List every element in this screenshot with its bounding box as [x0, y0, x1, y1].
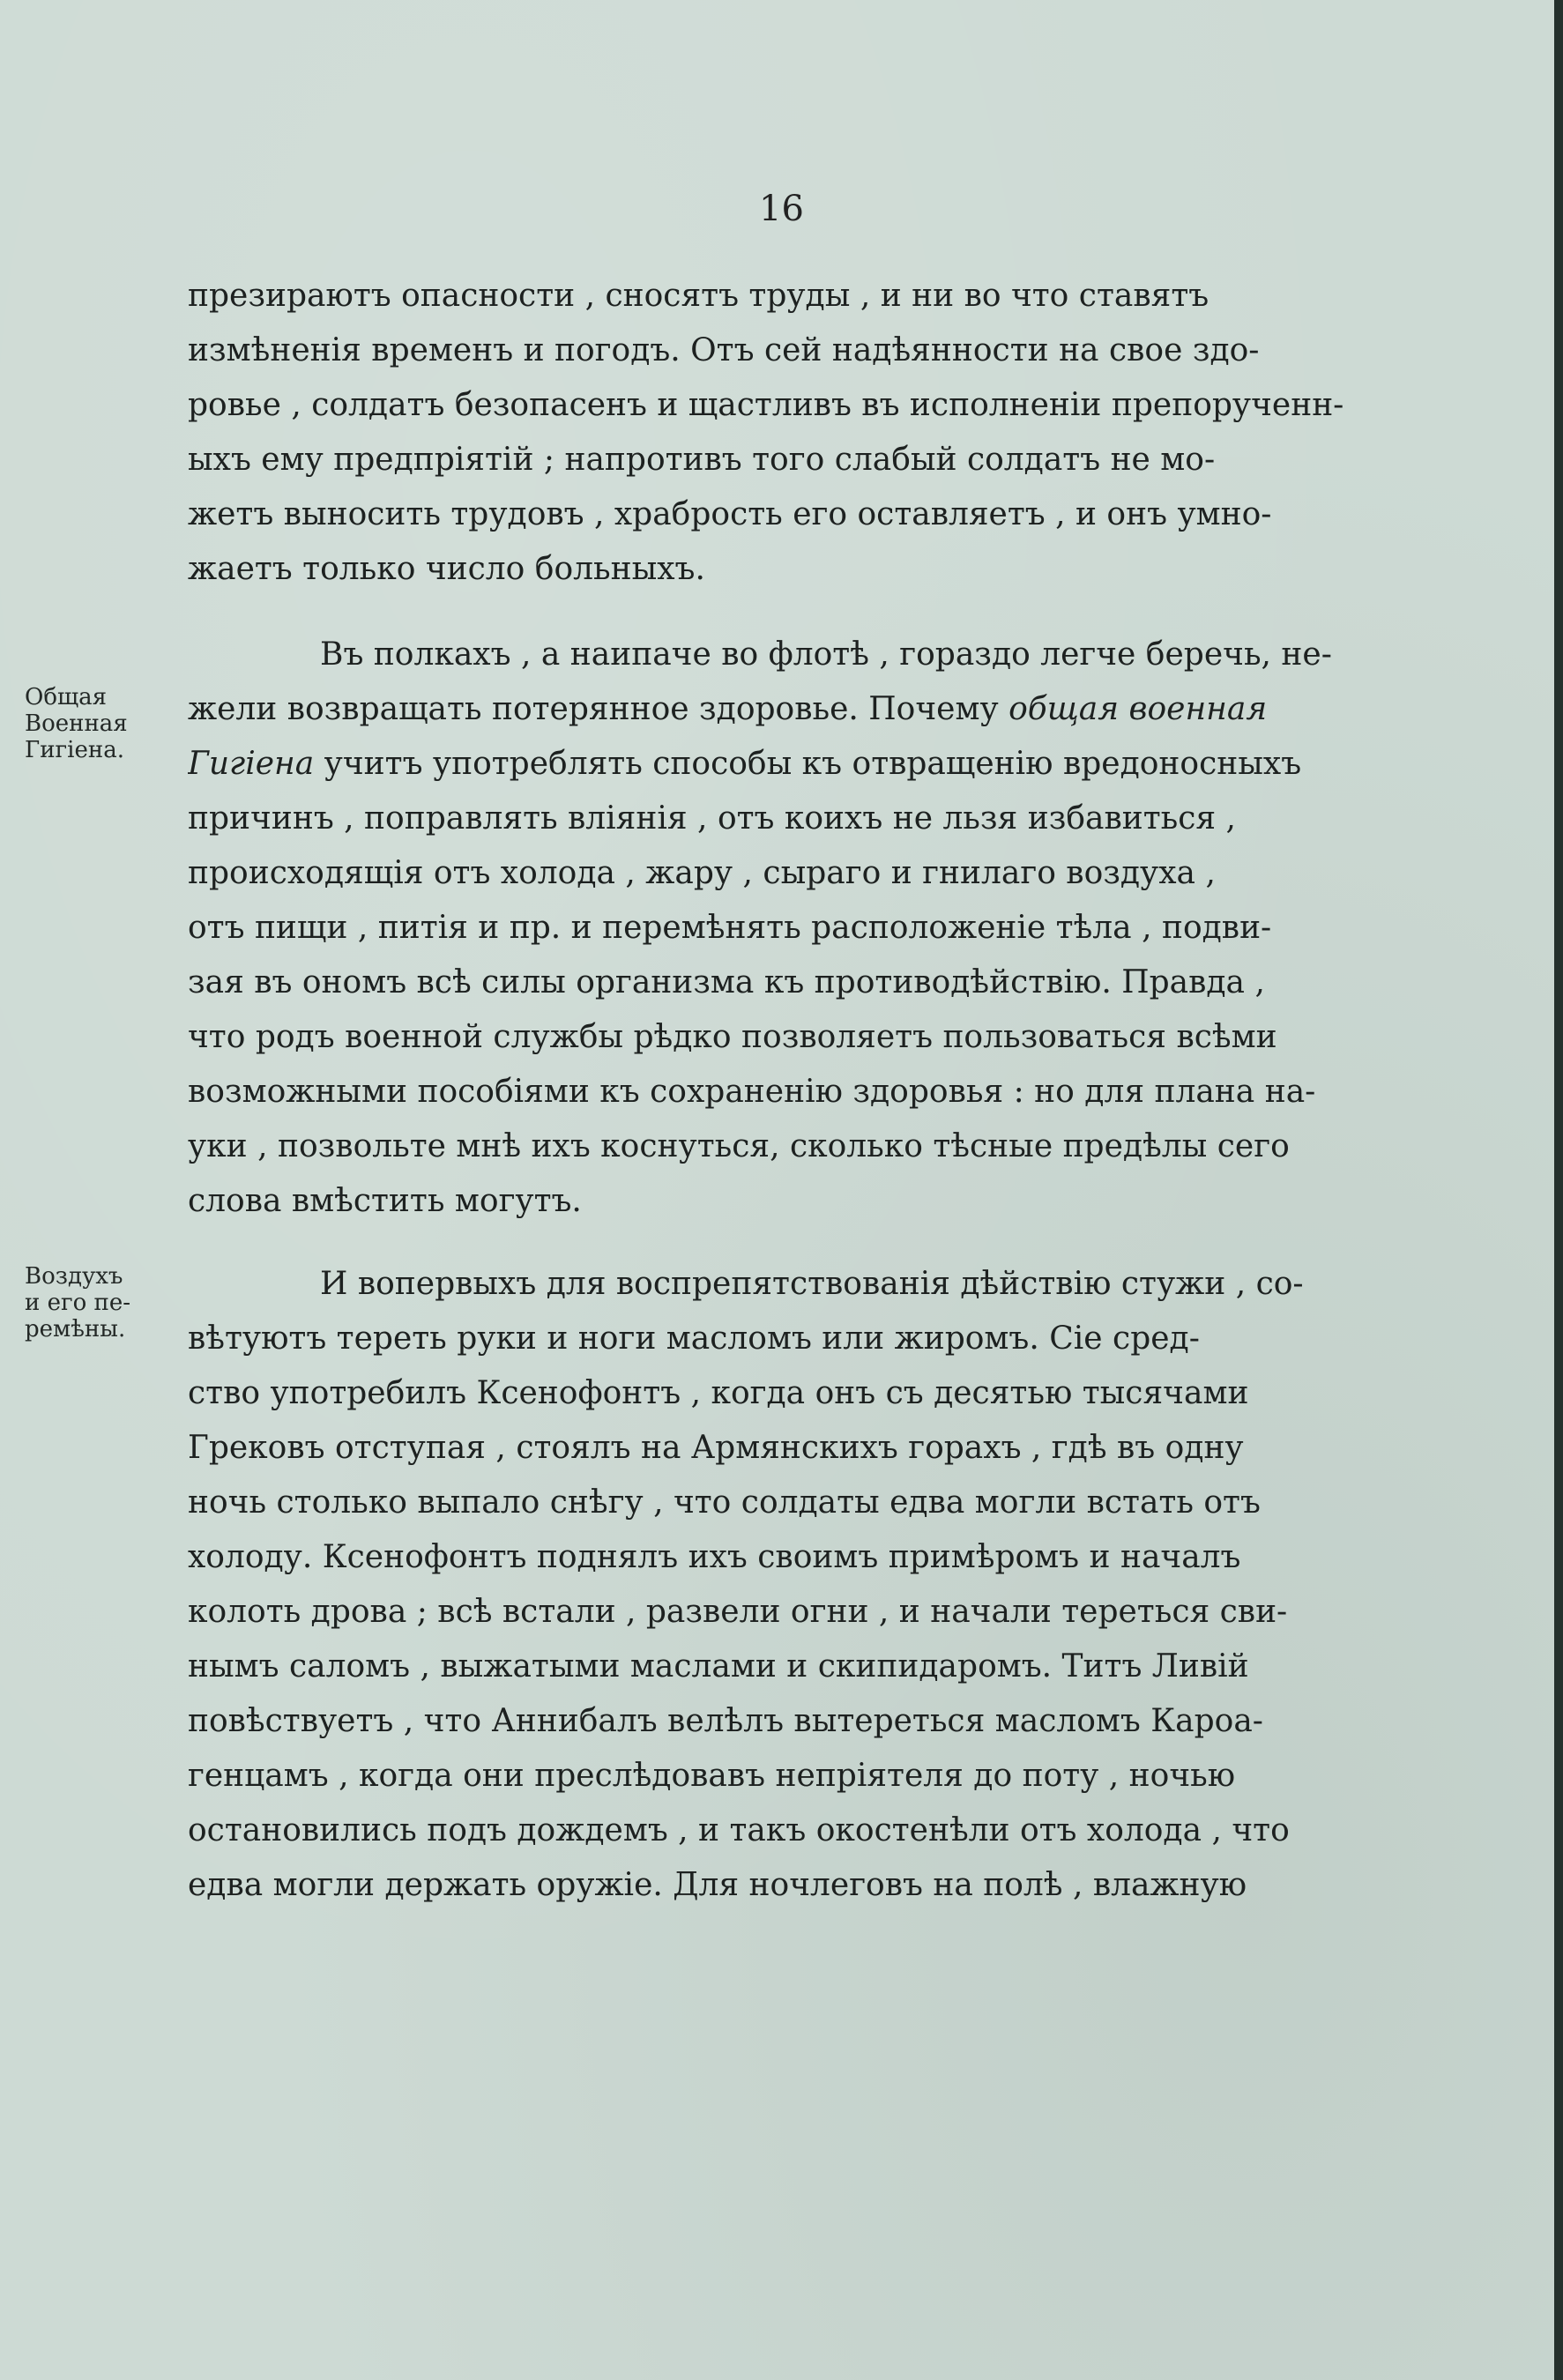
margin-note-line: ремѣны.	[25, 1316, 126, 1342]
text-line: нымъ саломъ , выжатыми маслами и скипидаромъ. Титъ Ливій	[188, 1648, 1249, 1685]
text-line: что родъ военной службы рѣдко позволяетъ пользоваться всѣми	[188, 1019, 1277, 1055]
emphasized-term: общая военная	[1009, 691, 1268, 727]
text-line: холоду. Ксенофонтъ поднялъ ихъ своимъ примѣромъ и началъ	[188, 1539, 1241, 1575]
margin-note-line: и его пе-	[25, 1290, 131, 1316]
margin-note-line: Гигіена.	[25, 737, 124, 763]
paragraph-2	[188, 628, 1510, 1229]
text-line: едва могли держать оружіе. Для ночлеговъ на полѣ , влажную	[188, 1867, 1247, 1903]
paragraph-1	[188, 269, 1510, 597]
text-line	[188, 737, 1510, 792]
emphasized-term: Гигіена	[188, 746, 315, 782]
text-line: вѣтуютъ тереть руки и ноги масломъ или жиромъ. Сіе сред-	[188, 1320, 1200, 1357]
text-span: жели возвращать потерянное здоровье. Почему	[188, 691, 999, 727]
paragraph-3	[188, 1257, 1510, 1913]
margin-note-general-hygiene	[25, 684, 175, 763]
text-line: измѣненія временъ и погодъ. Отъ сей надѣянности на свое здо-	[188, 332, 1260, 368]
text-span: учитъ употреблять способы къ отвращенію вредоносныхъ	[324, 746, 1302, 782]
text-line: слова вмѣстить могутъ.	[188, 1183, 582, 1219]
text-line: уки , позвольте мнѣ ихъ коснуться, сколько тѣсные предѣлы сего	[188, 1128, 1290, 1164]
margin-note-line: Общая	[25, 684, 108, 710]
text-line: И вопервыхъ для воспрепятствованія дѣйствію стужи , со-	[320, 1266, 1304, 1302]
margin-note-air-changes	[25, 1263, 175, 1342]
text-line: возможными пособіями къ сохраненію здоровья : но для плана на-	[188, 1074, 1316, 1110]
text-line: колоть дрова ; всѣ встали , развели огни , и начали тереться сви-	[188, 1594, 1288, 1630]
text-line: повѣствуетъ , что Аннибалъ велѣлъ вытереться масломъ Кароа-	[188, 1703, 1263, 1739]
text-line: зая въ ономъ всѣ силы организма къ противодѣйствію. Правда ,	[188, 964, 1265, 1000]
text-line: презираютъ опасности , сносятъ труды , и ни во что ставятъ	[188, 278, 1209, 314]
text-line: остановились подъ дождемъ , и такъ окостенѣли отъ холода , что	[188, 1812, 1290, 1848]
text-line: отъ пищи , питія и пр. и перемѣнять расположеніе тѣла , подви-	[188, 910, 1272, 946]
text-line: происходящія отъ холода , жару , сыраго и гнилаго воздуха ,	[188, 855, 1216, 891]
text-line: Грековъ отступая , стоялъ на Армянскихъ горахъ , гдѣ въ одну	[188, 1430, 1244, 1466]
text-line	[188, 682, 1510, 737]
text-line: причинъ , поправлять вліянія , отъ коихъ не льзя избавиться ,	[188, 800, 1237, 837]
margin-note-line: Военная	[25, 710, 128, 737]
margin-note-line: Воздухъ	[25, 1263, 123, 1290]
text-line: ночь столько выпало снѣгу , что солдаты едва могли встать отъ	[188, 1484, 1261, 1521]
text-line: ыхъ ему предпріятій ; напротивъ того слабый солдатъ не мо-	[188, 442, 1216, 478]
page-number: 16	[759, 189, 804, 229]
text-line: Въ полкахъ , а наипаче во флотѣ , гораздо легче беречь, не-	[320, 636, 1332, 673]
text-line: жетъ выносить трудовъ , храбрость его оставляетъ , и онъ умно-	[188, 496, 1272, 532]
page-edge-shadow	[1554, 0, 1563, 2380]
text-line: ровье , солдатъ безопасенъ и щастливъ въ исполненіи препорученн-	[188, 387, 1344, 423]
text-line: генцамъ , когда они преслѣдовавъ непріятеля до поту , ночью	[188, 1758, 1236, 1794]
text-line: жаетъ только число больныхъ.	[188, 551, 705, 587]
text-line: ство употребилъ Ксенофонтъ , когда онъ съ десятью тысячами	[188, 1375, 1249, 1411]
